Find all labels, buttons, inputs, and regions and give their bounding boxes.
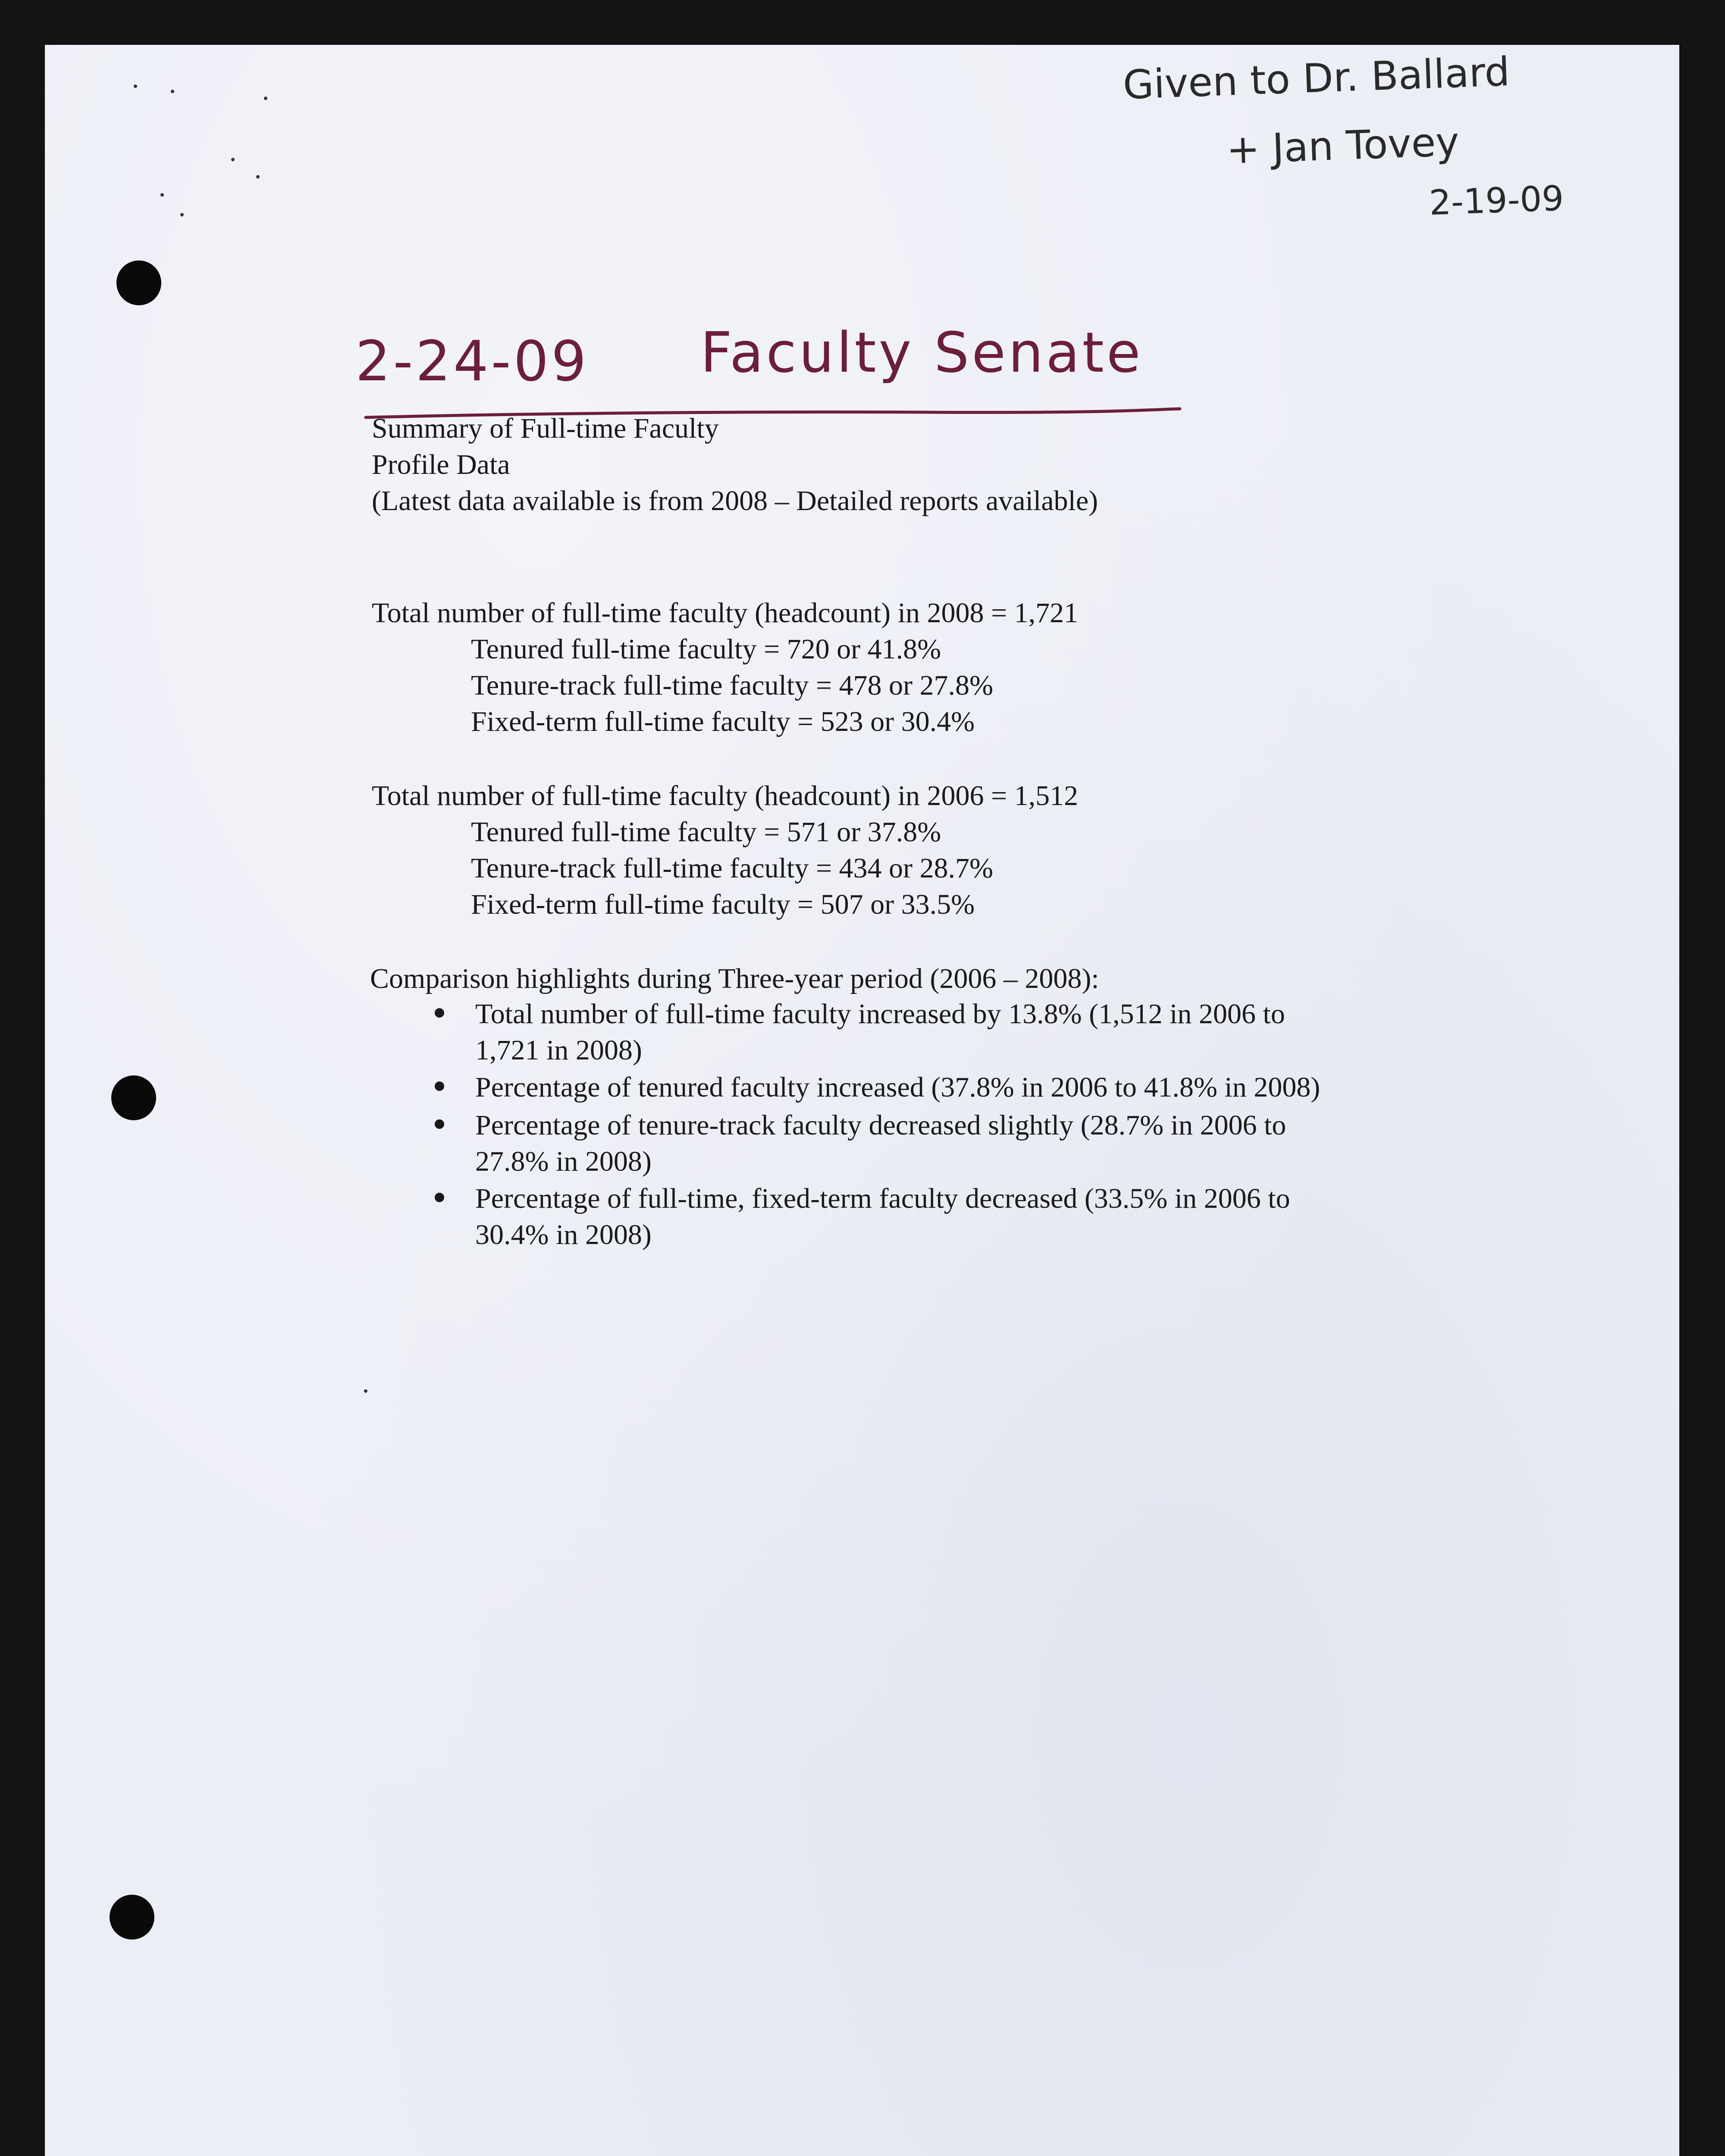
tenured-2006: Tenured full-time faculty = 571 or 37.8% [471, 816, 941, 848]
comparison-item-4-line2: 30.4% in 2008) [475, 1219, 652, 1250]
paper-speck [180, 213, 184, 216]
comparison-item-1-line1: Total number of full-time faculty increased by 13.8% (1,512 in 2006 to [475, 998, 1285, 1030]
binder-hole-bottom [110, 1895, 154, 1940]
bullet-icon [435, 1193, 444, 1202]
paper-speck [171, 90, 174, 93]
summary-title: Summary of Full-time Faculty [372, 413, 719, 444]
comparison-heading: Comparison highlights during Three-year period (2006 – 2008): [370, 963, 1099, 994]
summary-subtitle: Profile Data [372, 449, 510, 480]
paper-speck [256, 175, 260, 179]
fixed-term-2008: Fixed-term full-time faculty = 523 or 30.4% [471, 706, 975, 737]
paper-speck [160, 193, 164, 197]
handwritten-note-date: 2-19-09 [1428, 178, 1565, 223]
total-2008: Total number of full-time faculty (headcount) in 2008 = 1,721 [372, 597, 1079, 629]
paper-speck [364, 1389, 367, 1393]
bullet-icon [435, 1081, 444, 1091]
binder-hole-top [116, 260, 161, 305]
tenure-track-2008: Tenure-track full-time faculty = 478 or 27.8% [471, 670, 994, 701]
handwritten-note-line1: Given to Dr. Ballard [1122, 48, 1511, 108]
comparison-item-3-line2: 27.8% in 2008) [475, 1146, 652, 1177]
handwritten-header-title: Faculty Senate [700, 321, 1143, 385]
fixed-term-2006: Fixed-term full-time faculty = 507 or 33.5% [471, 889, 975, 920]
tenured-2008: Tenured full-time faculty = 720 or 41.8% [471, 633, 941, 665]
paper-speck [231, 158, 235, 161]
paper-speck [264, 97, 267, 100]
handwritten-note-line2: + Jan Tovey [1226, 119, 1460, 173]
bullet-icon [435, 1119, 444, 1129]
paper-speck [134, 85, 137, 88]
comparison-item-1-line2: 1,721 in 2008) [475, 1034, 642, 1066]
comparison-item-3-line1: Percentage of tenure-track faculty decreased slightly (28.7% in 2006 to [475, 1109, 1286, 1141]
summary-note: (Latest data available is from 2008 – Detailed reports available) [372, 485, 1098, 517]
total-2006: Total number of full-time faculty (headcount) in 2006 = 1,512 [372, 780, 1079, 812]
comparison-item-4-line1: Percentage of full-time, fixed-term faculty decreased (33.5% in 2006 to [475, 1183, 1290, 1214]
tenure-track-2006: Tenure-track full-time faculty = 434 or 28.7% [471, 852, 994, 884]
paper-sheet [45, 45, 1679, 2156]
bullet-icon [435, 1008, 444, 1018]
handwritten-header-date: 2-24-09 [355, 329, 589, 394]
comparison-item-2-line1: Percentage of tenured faculty increased (37.8% in 2006 to 41.8% in 2008) [475, 1072, 1320, 1103]
binder-hole-middle [111, 1075, 156, 1120]
